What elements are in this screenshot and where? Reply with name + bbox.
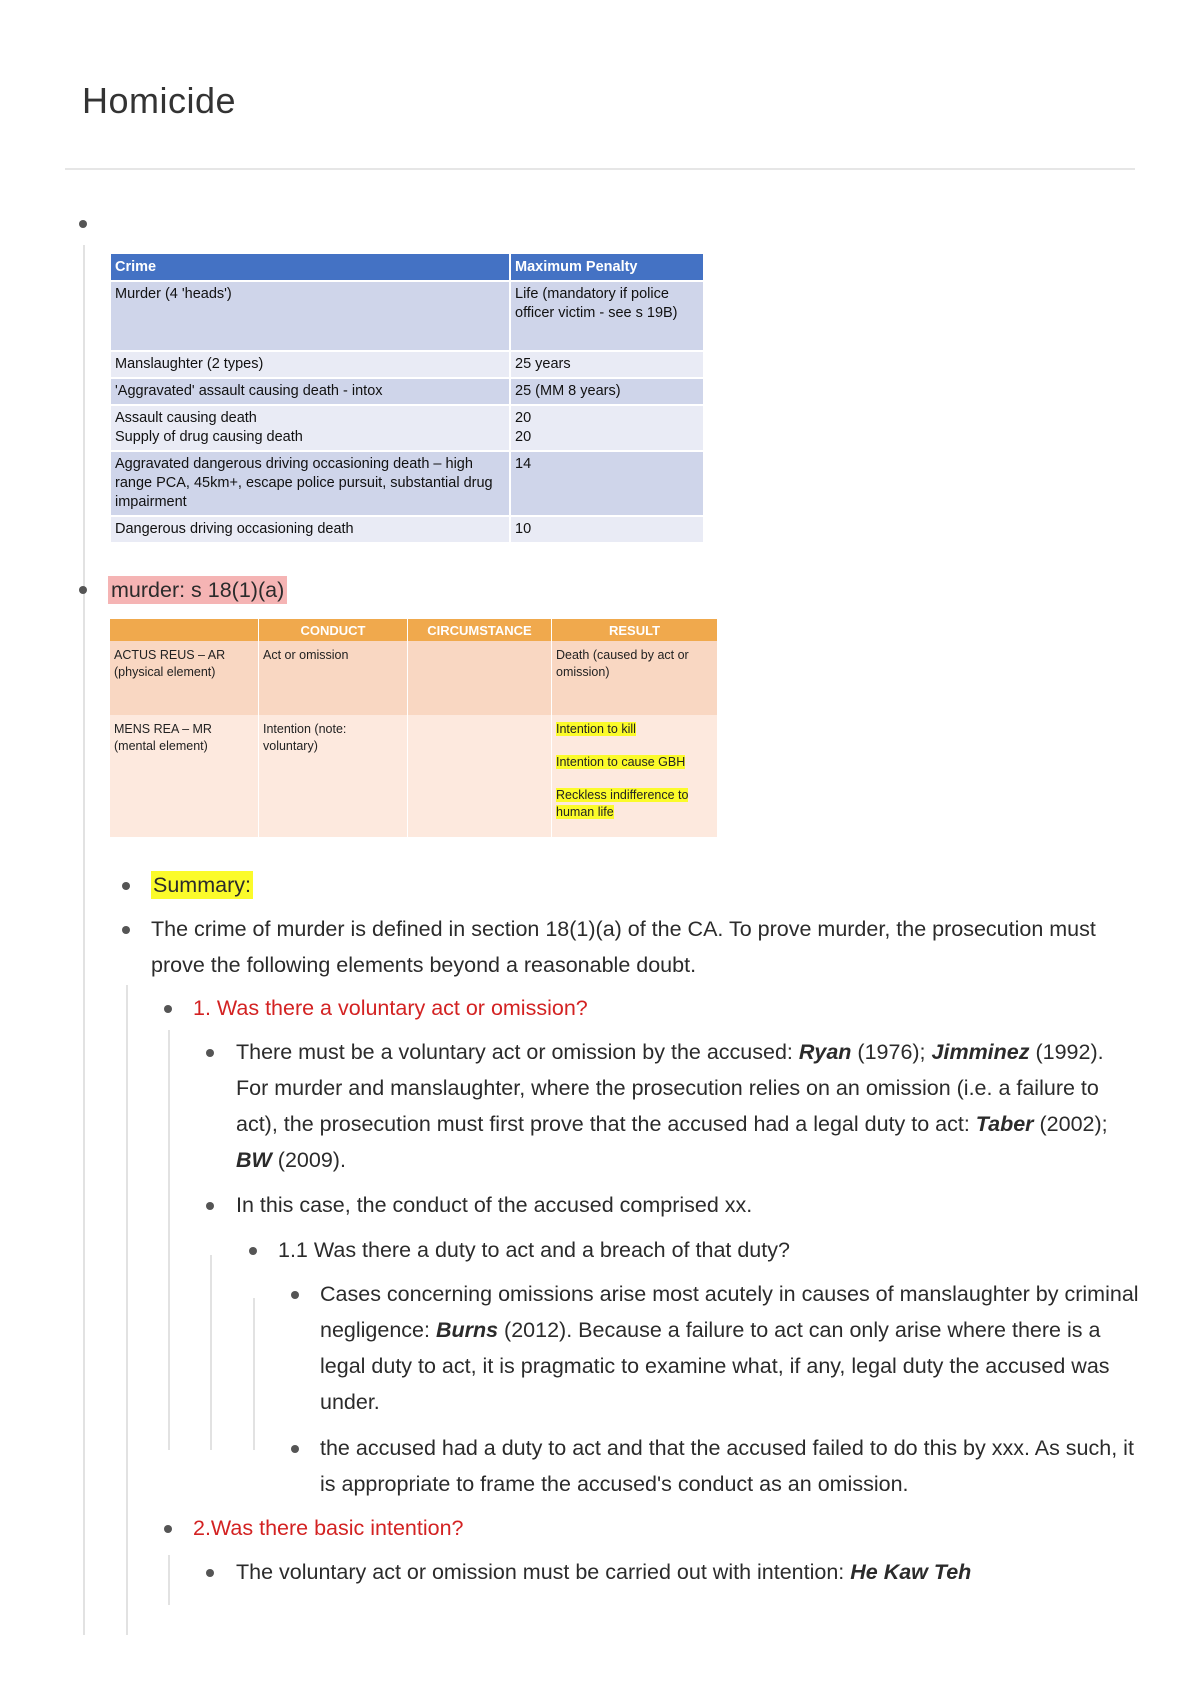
case-burns: Burns [435,1318,499,1342]
bullet-summary [122,882,130,890]
penalty-value: 25 (MM 8 years) [510,378,704,405]
bullet-penalty-table [79,220,87,228]
indent-line-2 [126,985,128,1635]
indent-line-4 [210,1255,212,1450]
elements-header-blank [110,619,259,641]
penalty-value: 10 [510,516,704,543]
case-he-kaw-teh: He Kaw Teh [850,1560,972,1584]
q1-p1-text-c: (1992). For murder and manslaughter, where the prosecution relies on an omission (i.e. a failure to act), the prosecution must first prove that the accused had a legal duty to act: [236,1040,1104,1136]
penalty-value: 20 20 [510,405,704,451]
table-row [110,405,704,451]
penalty-crime: Manslaughter (2 types) [110,351,510,378]
title-divider [65,168,1135,170]
ar-circumstance [408,641,552,715]
q1-p1-text-a: There must be a voluntary act or omission by the accused: [236,1040,799,1064]
elements-header-circumstance: CIRCUMSTANCE [408,619,552,641]
bullet-intro [122,926,130,934]
bullet-q1-p1 [206,1049,214,1057]
penalty-table [109,252,705,544]
page-title: Homicide [82,80,237,121]
mr-conduct: Intention (note: voluntary) [259,715,408,837]
bullet-q1-1-s1 [291,1291,299,1299]
murder-heading-text: murder: s 18(1)(a) [108,576,287,604]
table-row [110,378,704,405]
table-row [110,351,704,378]
ar-conduct: Act or omission [259,641,408,715]
q1-1-s1-text-a: Cases concerning omissions arise most acutely in causes of manslaughter by criminal negligence: [320,1282,1139,1342]
table-row [110,451,704,516]
table-row [110,516,704,543]
mr-circumstance [408,715,552,837]
summary-label-text: Summary: [153,873,251,897]
bullet-murder [79,586,87,594]
case-taber: Taber [975,1112,1034,1136]
bullet-q1-1-s2 [291,1445,299,1453]
q1-1-heading: 1.1 Was there a duty to act and a breach of that duty? [278,1238,790,1262]
mr-result-item: Reckless indifference to human life [556,788,689,819]
q1-p1-text-b: (1976); [851,1040,932,1064]
q1-paragraph-1 [236,1034,1141,1178]
q1-p1-text-d: (2002); [1033,1112,1108,1136]
bullet-q1-1 [249,1247,257,1255]
penalty-crime: Aggravated dangerous driving occasioning death – high range PCA, 45km+, escape police pursuit, substantial drug impairment [110,451,510,516]
table-row [110,641,718,715]
penalty-crime: Dangerous driving occasioning death [110,516,510,543]
penalty-header-crime: Crime [110,253,510,281]
elements-header-conduct: CONDUCT [259,619,408,641]
q1-p1-text-e: (2009). [271,1148,346,1172]
indent-line-3 [168,1030,170,1450]
q1-heading: 1. Was there a voluntary act or omission? [193,996,588,1020]
case-bw: BW [236,1148,272,1172]
penalty-crime: Assault causing death Supply of drug causing death [110,405,510,451]
table-row [110,281,704,351]
case-ryan: Ryan [798,1040,852,1064]
indent-line-5 [253,1298,255,1450]
bullet-q2 [164,1525,172,1533]
penalty-value: Life (mandatory if police officer victim - see s 19B) [510,281,704,351]
elements-table [110,619,718,837]
q1-paragraph-2: In this case, the conduct of the accused comprised xx. [236,1193,753,1217]
murder-heading [108,572,287,608]
mr-results [552,715,718,837]
penalty-value: 14 [510,451,704,516]
ar-label: ACTUS REUS – AR (physical element) [110,641,259,715]
penalty-crime: 'Aggravated' assault causing death - intox [110,378,510,405]
q1-1-s1-text-b: (2012). Because a failure to act can only arise where there is a legal duty to act, it is pragmatic to examine what, if any, legal duty the accused was under. [320,1318,1110,1414]
penalty-header-max: Maximum Penalty [510,253,704,281]
q2-p1-text-a: The voluntary act or omission must be carried out with intention: [236,1560,851,1584]
bullet-q2-p1 [206,1569,214,1577]
summary-label [151,867,253,903]
elements-header-result: RESULT [552,619,718,641]
indent-line-6 [168,1555,170,1605]
q2-paragraph-1 [236,1554,1141,1590]
indent-line-1 [83,245,85,1635]
bullet-q1 [164,1005,172,1013]
mr-result-item: Intention to cause GBH [556,755,686,769]
mr-label: MENS REA – MR (mental element) [110,715,259,837]
table-row [110,715,718,837]
intro-paragraph: The crime of murder is defined in section 18(1)(a) of the CA. To prove murder, the prosecution must prove the following elements beyond a reasonable doubt. [151,917,1096,977]
mr-result-item: Intention to kill [556,722,636,736]
case-jimminez: Jimminez [931,1040,1030,1064]
bullet-q1-p2 [206,1202,214,1210]
q1-1-paragraph-2: the accused had a duty to act and that the accused failed to do this by xxx. As such, it is appropriate to frame the accused's conduct as an omission. [320,1436,1134,1496]
ar-result: Death (caused by act or omission) [552,641,718,715]
penalty-crime: Murder (4 'heads') [110,281,510,351]
q1-1-paragraph-1 [320,1276,1140,1420]
q2-heading: 2.Was there basic intention? [193,1516,464,1540]
penalty-value: 25 years [510,351,704,378]
